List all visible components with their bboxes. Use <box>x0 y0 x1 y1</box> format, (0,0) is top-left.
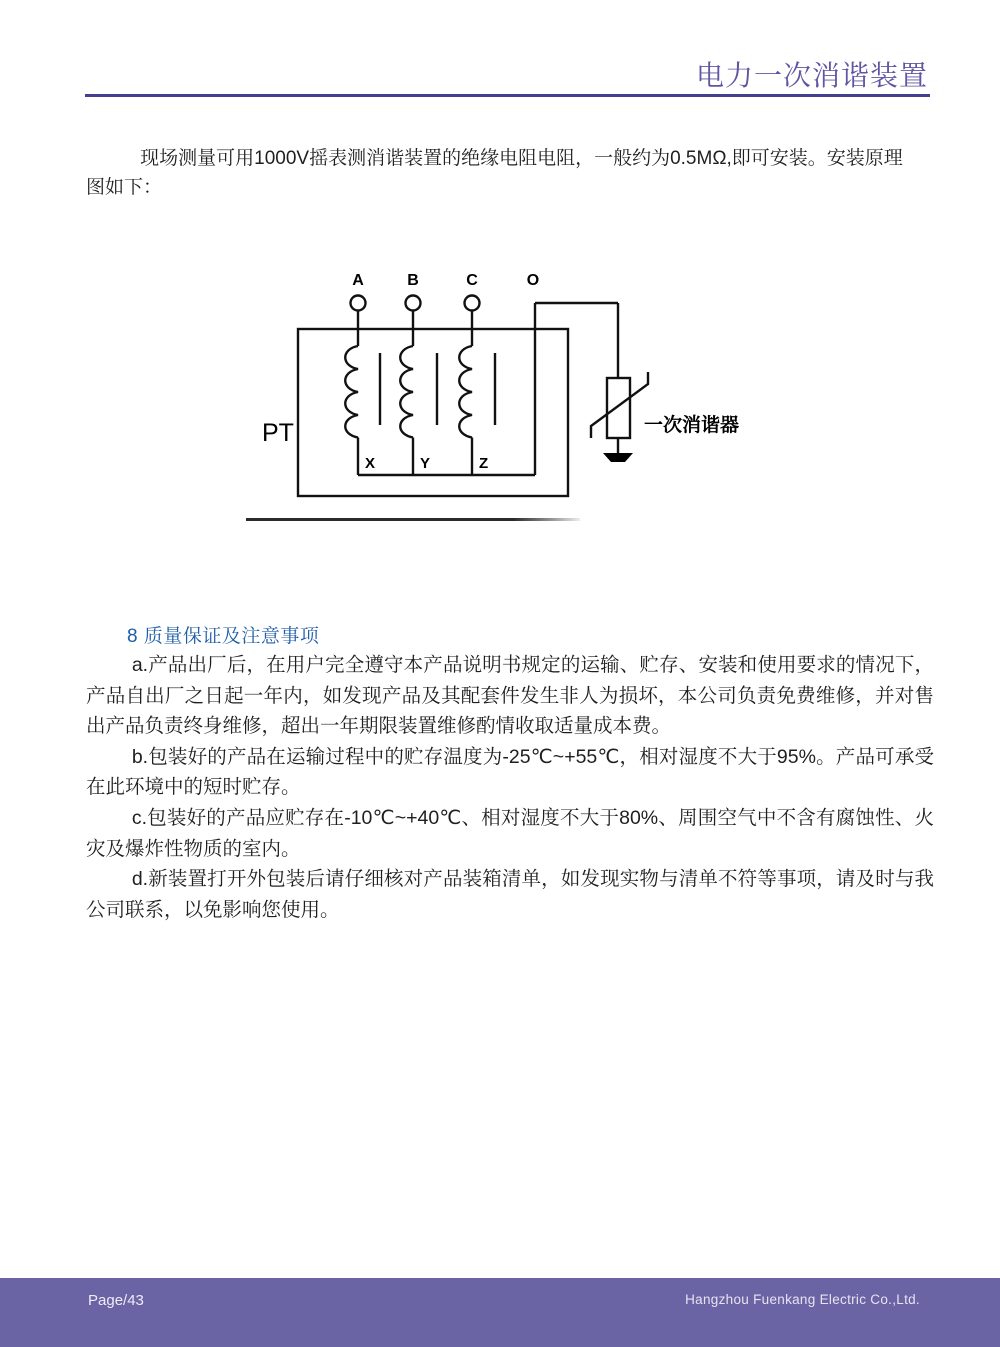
terminal-c-label: C <box>466 272 478 289</box>
coil-c <box>459 346 472 438</box>
diagram-underline <box>246 518 580 521</box>
coil-b <box>400 346 413 438</box>
winding-z-label: Z <box>479 455 489 472</box>
section-heading: 8 质量保证及注意事项 <box>127 626 320 647</box>
terminal-b-label: B <box>407 272 419 289</box>
terminal-o-label: O <box>526 272 540 289</box>
company-name: Hangzhou Fuenkang Electric Co.,Ltd. <box>685 1292 920 1307</box>
page-title: 电力一次消谐装置 <box>695 60 928 91</box>
header-rule <box>85 94 930 97</box>
intro-paragraph <box>86 144 936 202</box>
page-number: Page/43 <box>88 1292 144 1309</box>
paragraph-b: b.包装好的产品在运输过程中的贮存温度为-25℃~+55℃，相对湿度不大于95%。产品可承受在此环境中的短时贮存。 <box>86 745 934 799</box>
device-label: 一次消谐器 <box>644 415 740 436</box>
terminal-b-circle <box>406 296 421 311</box>
terminal-c-circle <box>465 296 480 311</box>
section-body <box>86 650 934 925</box>
ground-icon <box>603 453 633 462</box>
circuit-diagram <box>240 265 740 527</box>
footer-bar <box>0 1278 1000 1347</box>
pt-box <box>298 329 568 496</box>
paragraph-c: c.包装好的产品应贮存在-10℃~+40℃、相对湿度不大于80%、周围空气中不含有腐蚀性、火灾及爆炸性物质的室内。 <box>86 806 934 860</box>
intro-line-2: 图如下： <box>86 177 163 198</box>
coil-a <box>345 346 358 438</box>
paragraph-a: a.产品出厂后，在用户完全遵守本产品说明书规定的运输、贮存、安装和使用要求的情况下，产品自出厂之日起一年内，如发现产品及其配套件发生非人为损坏，本公司负责免费维修，并对售出产品负责终身维修，超出一年期限装置维修酌情收取适量成本费。 <box>86 654 934 738</box>
winding-y-label: Y <box>420 455 431 472</box>
terminal-a-label: A <box>352 272 364 289</box>
winding-x-label: X <box>365 455 376 472</box>
paragraph-d: d.新装置打开外包装后请仔细核对产品装箱清单，如发现实物与清单不符等事项，请及时与我公司联系，以免影响您使用。 <box>86 868 934 921</box>
device-body <box>607 378 630 438</box>
pt-label: PT <box>262 419 294 447</box>
terminal-a-circle <box>351 296 366 311</box>
intro-line-1: 现场测量可用1000V摇表测消谐装置的绝缘电阻电阻，一般约为0.5MΩ,即可安装。安装原理 <box>140 148 903 169</box>
